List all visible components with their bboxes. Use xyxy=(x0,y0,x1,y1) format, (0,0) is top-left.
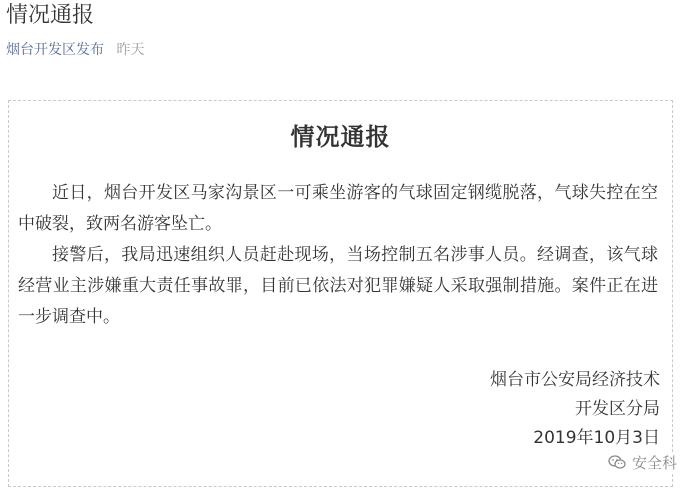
publish-date: 昨天 xyxy=(116,42,145,58)
article-meta xyxy=(6,40,676,60)
notice-card xyxy=(8,100,673,487)
signature-line-2: 开发区分局 xyxy=(575,399,660,419)
watermark xyxy=(606,452,679,473)
notice-signature xyxy=(490,366,660,453)
notice-paragraph-2: 接警后，我局迅速组织人员赶赴现场，当场控制五名涉事人员。经调查，该气球经营业主涉嫌重大责任事故罪，目前已依法对犯罪嫌疑人采取强制措施。案件正在进一步调查中。 xyxy=(18,245,658,327)
wechat-icon xyxy=(608,455,626,470)
watermark-text: 安全科 xyxy=(631,454,677,472)
notice-paragraph-1: 近日，烟台开发区马家沟景区一可乘坐游客的气球固定钢缆脱落，气球失控在空中破裂，致两名游客坠亡。 xyxy=(18,183,658,234)
signature-date: 2019年10月3日 xyxy=(533,428,660,448)
article-header xyxy=(6,0,676,60)
signature-line-1: 烟台市公安局经济技术 xyxy=(490,370,660,390)
article-title: 情况通报 xyxy=(6,3,95,28)
notice-title: 情况通报 xyxy=(290,123,391,151)
account-name-link[interactable]: 烟台开发区发布 xyxy=(6,42,104,58)
notice-body xyxy=(18,178,658,333)
